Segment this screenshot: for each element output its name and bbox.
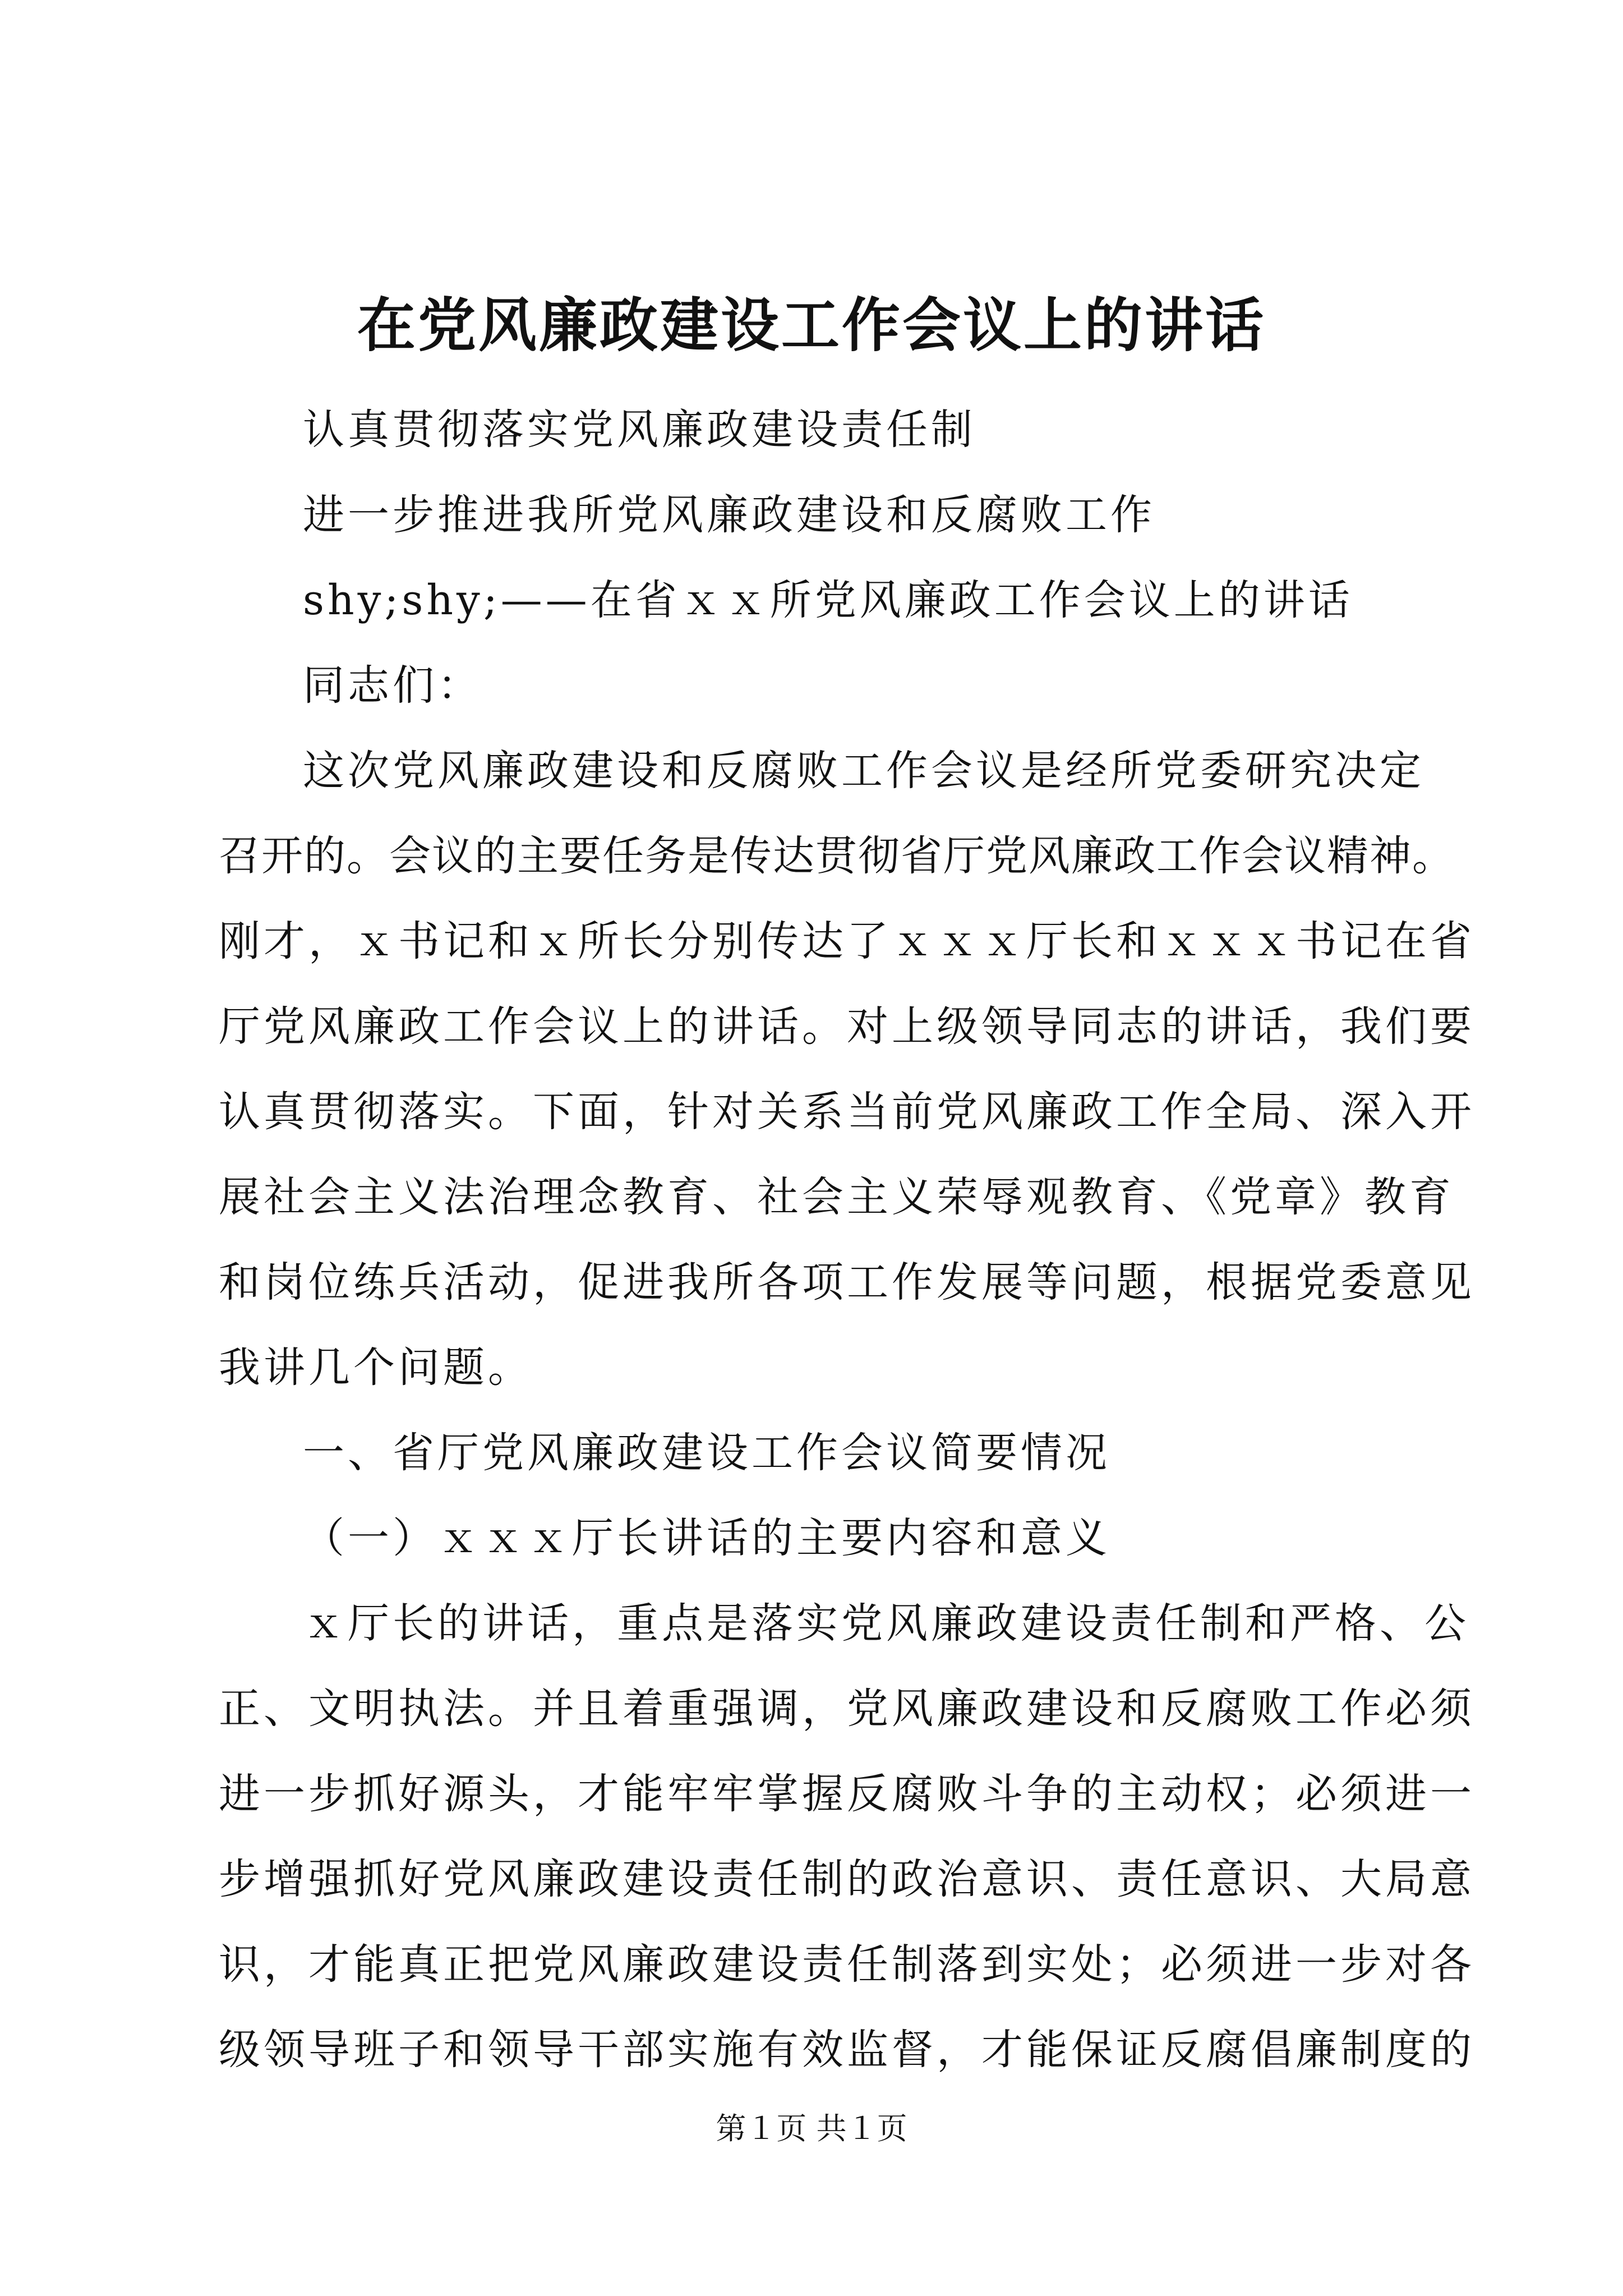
page-footer: 第１页 共１页 [716, 2111, 907, 2146]
paragraph1-line: 和岗位练兵活动，促进我所各项工作发展等问题，根据党委意见 [219, 1258, 1475, 1306]
paragraph1-line: 刚才，ｘ书记和ｘ所长分别传达了ｘｘｘ厅长和ｘｘｘ书记在省 [219, 917, 1475, 965]
paragraph2-line: 正、文明执法。并且着重强调，党风廉政建设和反腐败工作必须 [219, 1685, 1475, 1733]
paragraph2-line: 进一步抓好源头，才能牢牢掌握反腐败斗争的主动权；必须进一 [219, 1770, 1475, 1818]
paragraph2-line: 级领导班子和领导干部实施有效监督，才能保证反腐倡廉制度的 [219, 2026, 1475, 2074]
paragraph2-line: 识，才能真正把党风廉政建设责任制落到实处；必须进一步对各 [219, 1940, 1475, 1989]
paragraph1-line: 我讲几个问题。 [219, 1343, 533, 1392]
document-title: 在党风廉政建设工作会议上的讲话 [357, 291, 1266, 360]
paragraph2-line: 步增强抓好党风廉政建设责任制的政治意识、责任意识、大局意 [219, 1855, 1475, 1903]
subtitle-line-2: 进一步推进我所党风廉政建设和反腐败工作 [303, 491, 1155, 539]
section-heading-1: 一、省厅党风廉政建设工作会议简要情况 [303, 1429, 1110, 1477]
paragraph1-line: 展社会主义法治理念教育、社会主义荣辱观教育、《党章》教育 [219, 1173, 1454, 1221]
paragraph1-line: 这次党风廉政建设和反腐败工作会议是经所党委研究决定 [303, 747, 1424, 795]
paragraph1-line: 厅党风廉政工作会议上的讲话。对上级领导同志的讲话，我们要 [219, 1002, 1475, 1051]
salutation: 同志们： [303, 661, 482, 710]
section-heading-2: （一）ｘｘｘ厅长讲话的主要内容和意义 [303, 1514, 1110, 1562]
subtitle-line-3: shy;shy;——在省ｘｘ所党风廉政工作会议上的讲话 [303, 576, 1353, 624]
document-body [219, 387, 1475, 2092]
paragraph2-line: ｘ厅长的讲话，重点是落实党风廉政建设责任制和严格、公 [303, 1599, 1469, 1648]
paragraph1-line: 召开的。会议的主要任务是传达贯彻省厅党风廉政工作会议精神。 [219, 832, 1455, 880]
subtitle-line-1: 认真贯彻落实党风廉政建设责任制 [303, 406, 976, 454]
paragraph1-line: 认真贯彻落实。下面，针对关系当前党风廉政工作全局、深入开 [219, 1088, 1475, 1136]
